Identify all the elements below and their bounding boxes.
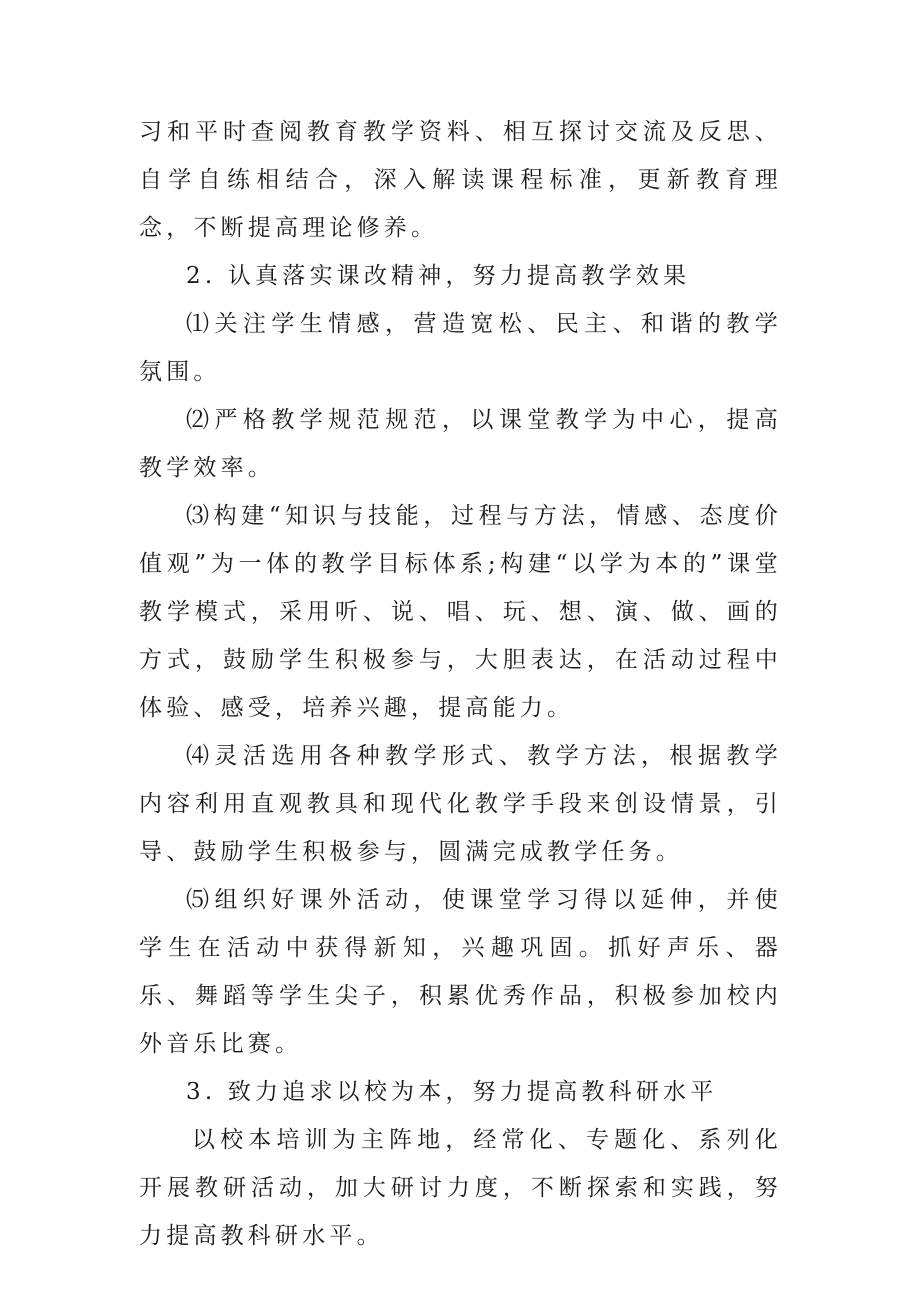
paragraph-continuation: 习和平时查阅教育教学资料、相互探讨交流及反思、自学自练相结合，深入解读课程标准，更新教育理念，不断提高理论修养。 xyxy=(139,119,782,241)
list-item-5: ⑸组织好课外活动，使课堂学习得以延伸，并使学生在活动中获得新知，兴趣巩固。抓好声乐、器乐、舞蹈等学生尖子，积累优秀作品，积极参加校内外音乐比赛。 xyxy=(139,887,782,1057)
paragraph-body: 以校本培训为主阵地，经常化、专题化、系列化开展教研活动，加大研讨力度，不断探索和实践，努力提高教科研水平。 xyxy=(139,1127,782,1249)
section-heading-3: 3. 致力追求以校为本，努力提高教科研水平 xyxy=(186,1079,718,1105)
list-item-3: ⑶构建“知识与技能，过程与方法，情感、态度价值观”为一体的教学目标体系;构建“以学为本的”课堂教学模式，采用听、说、唱、玩、想、演、做、画的方式，鼓励学生积极参与，大胆表达，在活动过程中体验、感受，培养兴趣，提高能力。 xyxy=(139,503,782,721)
list-item-4: ⑷灵活选用各种教学形式、教学方法，根据教学内容利用直观教具和现代化教学手段来创设情景，引导、鼓励学生积极参与，圆满完成教学任务。 xyxy=(139,743,782,865)
section-heading-2: 2. 认真落实课改精神，努力提高教学效果 xyxy=(186,263,691,289)
list-item-1: ⑴关注学生情感，营造宽松、民主、和谐的教学氛围。 xyxy=(139,311,782,385)
list-item-2: ⑵严格教学规范规范，以课堂教学为中心，提高教学效率。 xyxy=(139,407,782,481)
